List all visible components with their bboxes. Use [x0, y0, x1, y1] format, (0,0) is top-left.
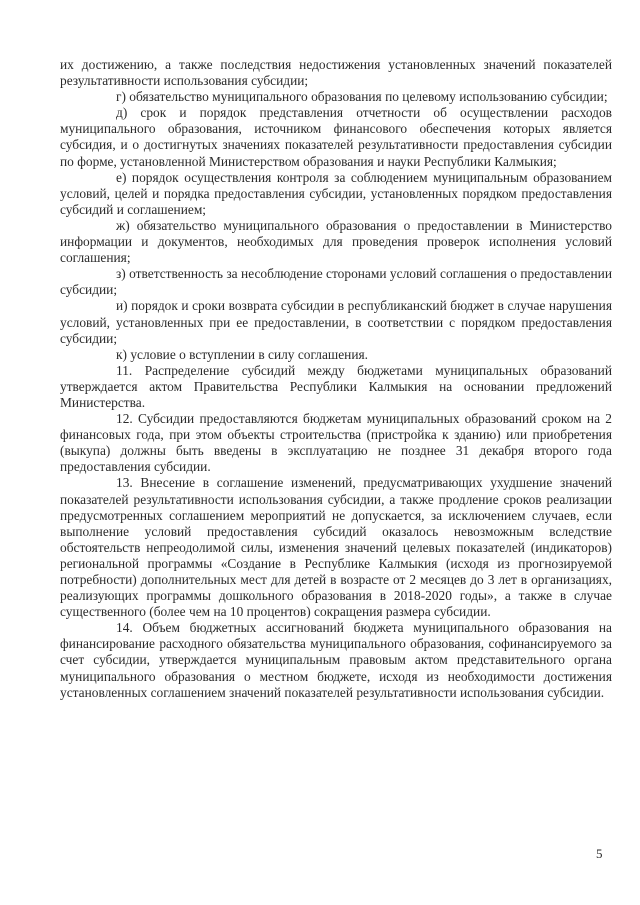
paragraph-section-12: 12. Субсидии предоставляются бюджетам муниципальных образований сроком на 2 финансовых года, при этом объекты строительства (пристройка к зданию) или приобретения (выкупа) должны быть введены в эксплуатацию не позднее 31 декабря второго года предоставления субсидии.	[60, 411, 612, 475]
paragraph-section-14: 14. Объем бюджетных ассигнований бюджета муниципального образования на финансирование расходного обязательства муниципального образования, софинансируемого за счет субсидии, утверждается муниципальным правовым актом представительного органа муниципального образования о местном бюджете, исходя из необходимости достижения установленных соглашением значений показателей результативности использования субсидии.	[60, 620, 612, 700]
paragraph-item-e: е) порядок осуществления контроля за соблюдением муниципальным образованием условий, целей и порядка предоставления субсидии, установленных порядком предоставления субсидий и соглашением;	[60, 169, 612, 217]
paragraph-continuation: их достижению, а также последствия недостижения установленных значений показателей результативности использования субсидии;	[60, 57, 612, 89]
paragraph-item-zh: ж) обязательство муниципального образования о предоставлении в Министерство информации и документов, необходимых для проведения проверок исполнения условий соглашения;	[60, 217, 612, 266]
paragraph-item-g: г) обязательство муниципального образования по целевому использованию субсидии;	[116, 89, 608, 105]
paragraph-item-z: з) ответственность за несоблюдение сторонами условий соглашения о предоставлении субсидии;	[60, 266, 612, 298]
paragraph-item-k: к) условие о вступлении в силу соглашения.	[116, 346, 369, 362]
paragraph-section-11: 11. Распределение субсидий между бюджетами муниципальных образований утверждается актом Правительства Республики Калмыкия на основании предложений Министерства.	[60, 362, 612, 410]
page-number: 5	[596, 846, 603, 861]
paragraph-item-i: и) порядок и сроки возврата субсидии в республиканский бюджет в случае нарушения условий, установленных при ее предоставлении, в соответствии с порядком предоставления субсидии;	[60, 298, 612, 346]
document-body	[60, 57, 612, 701]
paragraph-section-13: 13. Внесение в соглашение изменений, предусматривающих ухудшение значений показателей результативности использования субсидии, а также продление сроков реализации предусмотренных соглашением мероприятий не допускается, за исключением случаев, если выполнение условий предоставления субсидий оказалось невозможным вследствие обстоятельств непреодолимой силы, изменения значений целевых показателей (индикаторов) региональной программы «Создание в Республике Калмыкия (исходя из прогнозируемой потребности) дополнительных мест для детей в возрасте от 2 месяцев до 3 лет в организациях, реализующих программы дошкольного образования в 2018-2020 годы», а также в случае существенного (более чем на 10 процентов) сокращения размера субсидии.	[60, 475, 612, 620]
paragraph-item-d: д) срок и порядок представления отчетности об осуществлении расходов муниципального образования, источником финансового обеспечения которых является субсидия, и о достигнутых значениях показателей результативности предоставления субсидии по форме, установленной Министерством образования и науки Республики Калмыкия;	[60, 105, 612, 169]
